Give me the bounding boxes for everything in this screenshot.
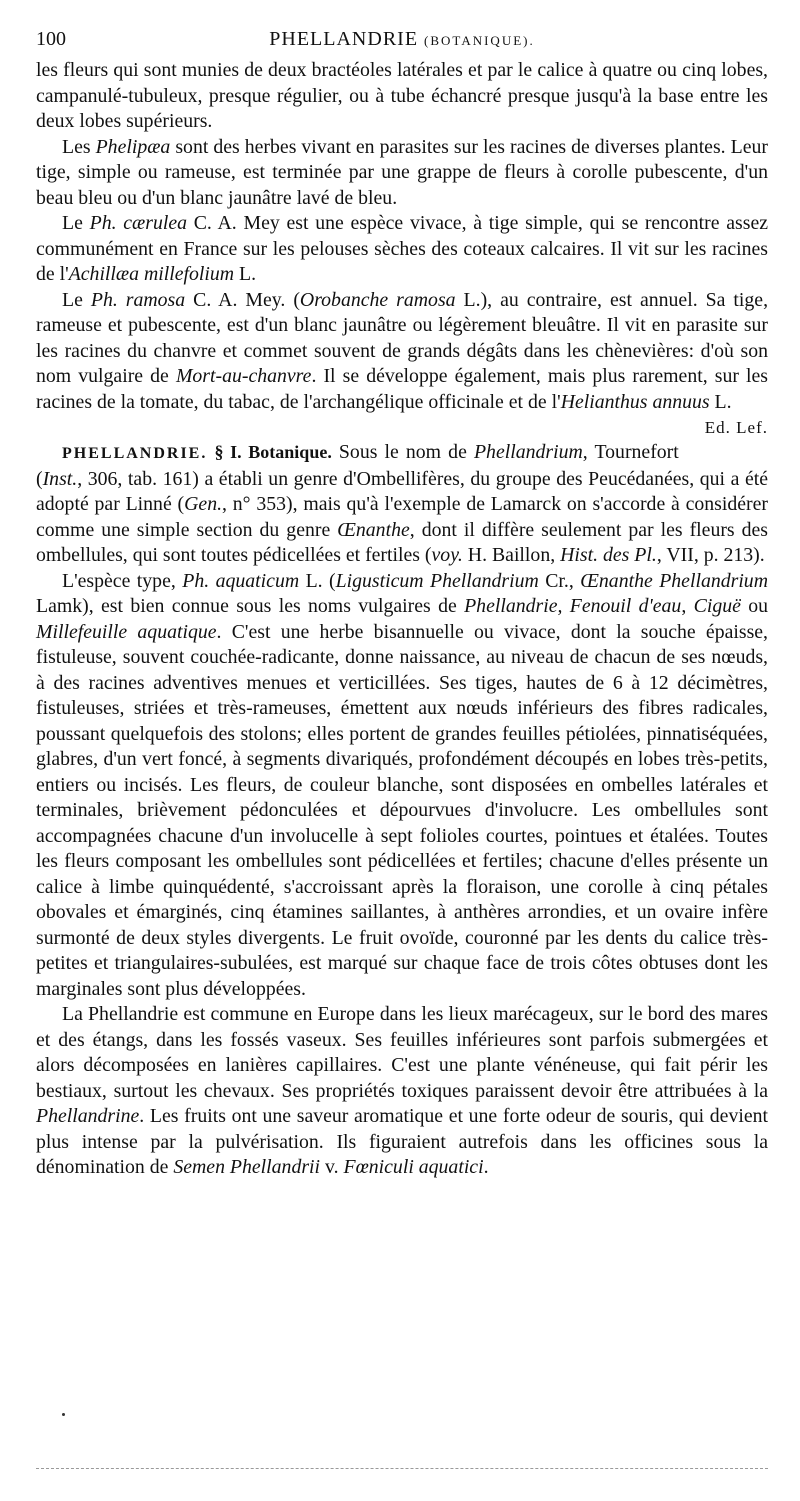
running-title-main: PHELLANDRIE xyxy=(269,28,419,50)
entry-heading: PHELLANDRIE. xyxy=(62,445,208,462)
paragraph-habitat: La Phellandrie est commune en Europe dans les lieux marécageux, sur le bord des mares et des étangs, dans les fossés vaseux. Ses feuilles inférieures sont parfois submergées et alors décomposées en lanières capillaires. C'est une plante vénéneuse, qui fait périr les bestiaux, surtout les chevaux. Ses propriétés toxiques paraissent devoir être attribuées à la Phellandrine. Les fruits ont une saveur aromatique et une forte odeur de souris, qui devient plus intense par la pulvérisation. Ils figuraient autrefois dans les officines sous la dénomination de Semen Phellandrii v. Fœniculi aquatici. xyxy=(36,1003,768,1178)
paragraph-continued: les fleurs qui sont munies de deux bractéoles latérales et par le calice à quatre ou cinq lobes, campanulé-tubuleux, presque régulier, ou à tube échancré presque jusqu'à la base entre les deux lobes supérieurs. xyxy=(36,59,768,132)
running-title xyxy=(36,28,768,51)
page-number: 100 xyxy=(36,28,66,50)
running-head xyxy=(36,28,768,58)
paragraph-ramosa: Le Ph. ramosa C. A. Mey. (Orobanche ramosa L.), au contraire, est annuel. Sa tige, rameuse et pubescente, est d'un blanc jaunâtre ou légèrement bleuâtre. Il vit en parasite sur les racines du chanvre et commet souvent de grands dégâts dans les chènevières: d'où son nom vulgaire de Mort-au-chanvre. Il se développe également, mais plus rarement, sur les racines de la tomate, du tabac, de l'archangélique officinale et de l'Helianthus annuus L. Ed. Lef. xyxy=(36,288,768,416)
book-page xyxy=(36,28,768,1181)
running-title-sub: (BOTANIQUE). xyxy=(424,33,535,48)
bottom-rule xyxy=(36,1468,768,1469)
section-gap xyxy=(36,415,768,440)
paragraph-caerulea: Le Ph. cærulea C. A. Mey est une espèce vivace, à tige simple, qui se rencontre assez communément en France sur les pelouses sèches des coteaux calcaires. Il vit sur les racines de l'Achillæa millefolium L. xyxy=(36,212,768,285)
body-text xyxy=(36,58,768,1181)
author-signature: Ed. Lef. xyxy=(704,418,768,437)
paragraph-espece-type: L'espèce type, Ph. aquaticum L. (Ligusticum Phellandrium Cr., Œnanthe Phellandrium Lamk), est bien connue sous les noms vulgaires de Phellandrie, Fenouil d'eau, Ciguë ou Millefeuille aquatique. C'est une herbe bisannuelle ou vivace, dont la souche épaisse, fistuleuse, souvent couchée-radicante, donne naissance, au niveau de chacun de ses nœuds, à des racines adventives menues et verticillées. Ses tiges, hautes de 6 à 12 décimètres, fistuleuses, striées et très-rameuses, émettent aux nœuds inférieurs des fibres radicales, poussant quelquefois des stolons; elles portent de grandes feuilles pétiolées, pinnatiséquées, glabres, d'un vert foncé, à segments divariqués, profondément découpés en lobes très-petits, entiers ou incisés. Les fleurs, de couleur blanche, sont disposées en ombelles latérales et terminales, brièvement pédonculées et dépourvues d'involucre. Les ombellules sont accompagnées chacune d'un involucelle à sept folioles courtes, pointues et étalées. Toutes les fleurs composant les ombellules sont pédicellées et fertiles; chacune d'elles présente un calice à limbe quinquédenté, s'accroissant après la floraison, une corolle à cinq pétales obovales et émarginés, cinq étamines saillantes, à anthères arrondies, et un ovaire infère surmonté de deux styles divergents. Le fruit ovoïde, couronné par les dents du calice très-petites et triangulaires-subulées, est marqué sur chaque face de trois côtes obtuses dont les marginales sont plus développées. xyxy=(36,569,769,1000)
section-heading: § I. Botanique. xyxy=(214,442,332,462)
ink-speck xyxy=(62,1413,65,1416)
entry-phellandrie-paragraph: PHELLANDRIE. § I. Botanique. Sous le nom de Phellandrium, Tournefort (Inst., 306, tab. 161) a établi un genre d'Ombellifères, du groupe des Peucédanées, qui a été adopté par Linné (Gen., n° 353), mais qu'à l'exemple de Lamarck on s'accorde à considérer comme une simple section du genre Œnanthe, dont il diffère seulement par les fleurs des ombellules, qui sont toutes pédicellées et fertiles (voy. H. Baillon, Hist. des Pl., VII, p. 213). xyxy=(36,441,768,566)
paragraph-phelipaea: Les Phelipæa sont des herbes vivant en parasites sur les racines de diverses plantes. Leur tige, simple ou rameuse, est terminée par une grappe de fleurs à corolle pubescente, d'un beau bleu ou d'un blanc jaunâtre lavé de bleu. xyxy=(36,135,768,209)
